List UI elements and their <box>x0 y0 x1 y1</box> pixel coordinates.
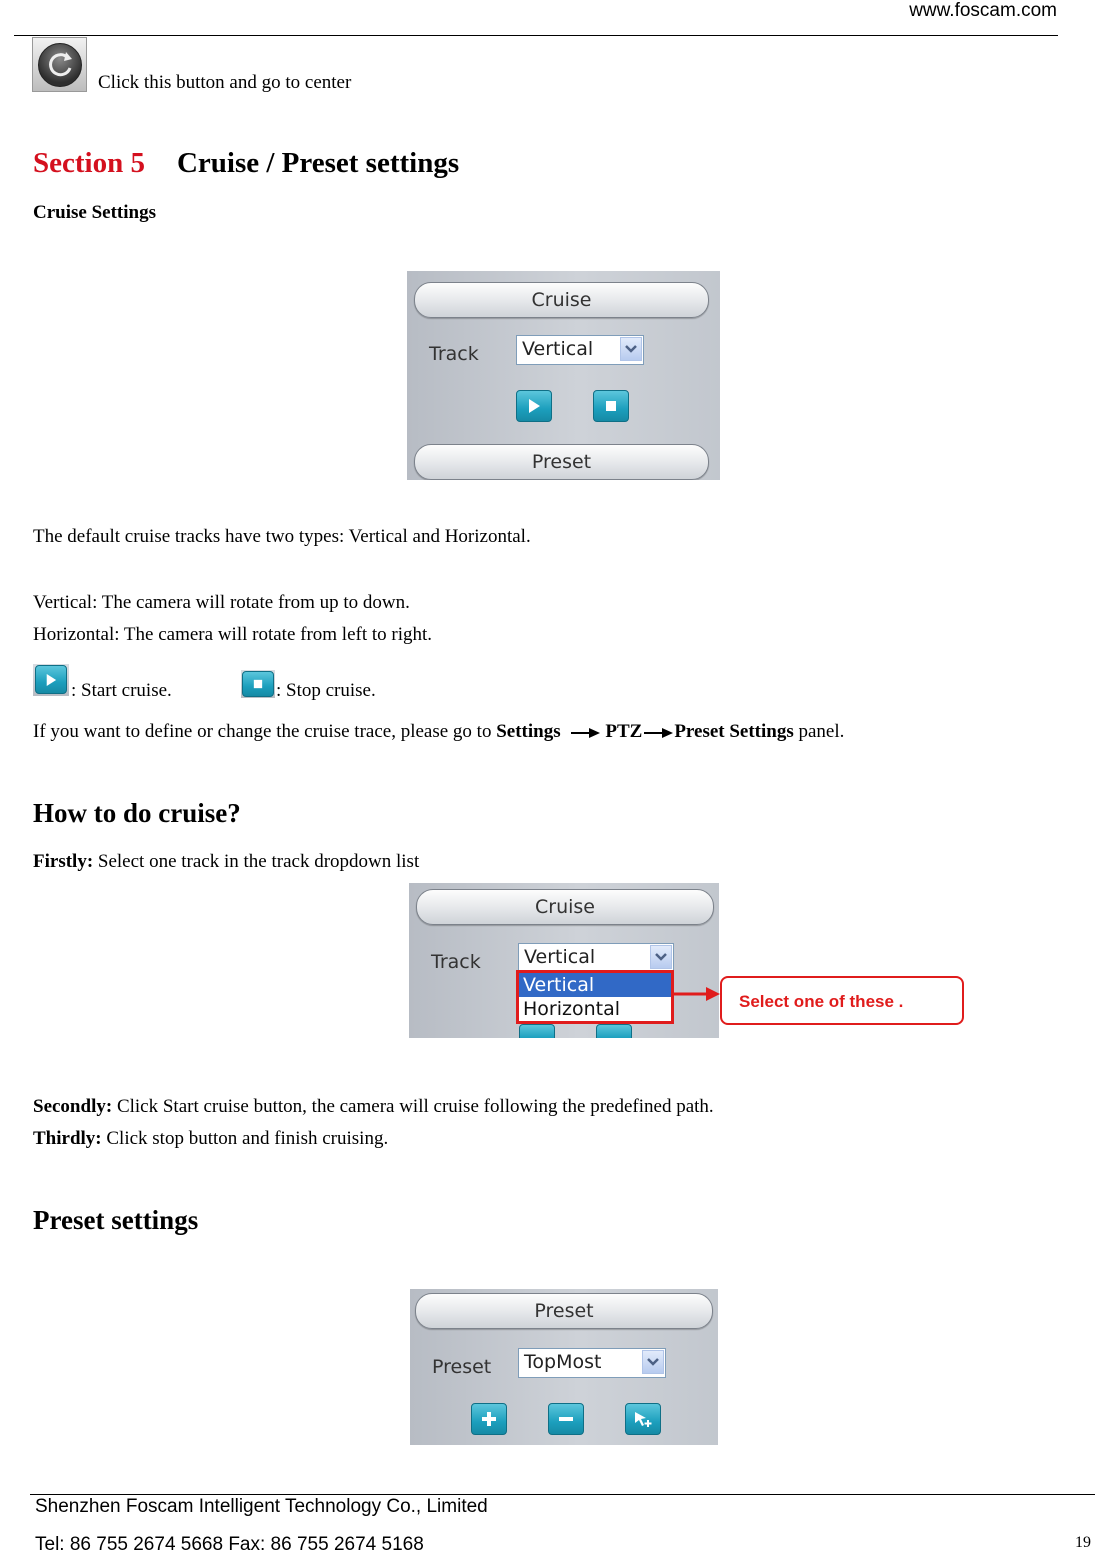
settings-ref: Settings <box>496 721 561 742</box>
remove-preset-button[interactable] <box>548 1403 584 1435</box>
preset-label: Preset <box>432 1356 492 1378</box>
cruise-settings-heading: Cruise Settings <box>33 202 156 223</box>
track-select[interactable] <box>518 943 674 973</box>
footer-company: Shenzhen Foscam Intelligent Technology Co., Limited <box>35 1496 488 1517</box>
chevron-down-icon <box>620 337 642 361</box>
cruise-bar[interactable]: Cruise <box>416 889 714 925</box>
header-rule <box>14 35 1058 36</box>
stop-cruise-text: : Stop cruise. <box>276 680 376 701</box>
track-label: Track <box>431 951 481 973</box>
define-trace-text: If you want to define or change the cruise trace, please go to Settings PTZ Preset Settings panel. <box>33 721 845 742</box>
firstly-text: Firstly: Select one track in the track dropdown list <box>33 851 420 872</box>
page-number: 19 <box>1075 1534 1091 1551</box>
preset-bar[interactable]: Preset <box>414 444 709 480</box>
preset-settings-ref: Preset Settings <box>674 721 794 742</box>
preset-panel <box>410 1289 718 1445</box>
track-select-value: Vertical <box>522 338 594 360</box>
footer-rule <box>30 1494 1095 1495</box>
option-vertical[interactable]: Vertical <box>519 973 671 997</box>
start-cruise-text: : Start cruise. <box>71 680 172 701</box>
go-to-center-icon <box>32 37 87 92</box>
stop-cruise-button[interactable] <box>593 390 629 422</box>
stop-cruise-icon <box>241 670 275 698</box>
goto-preset-button[interactable] <box>625 1403 661 1435</box>
callout-box <box>720 976 964 1025</box>
section-name: Cruise / Preset settings <box>176 147 460 179</box>
preset-select-value: TopMost <box>524 1351 602 1373</box>
how-to-heading: How to do cruise? <box>33 798 241 828</box>
preset-heading: Preset settings <box>33 1205 199 1235</box>
center-text: Click this button and go to center <box>98 72 352 93</box>
arrow-right-icon <box>642 727 674 739</box>
vertical-text: Vertical: The camera will rotate from up to down. <box>33 592 410 613</box>
track-select[interactable] <box>516 335 644 365</box>
section-number: Section 5 <box>33 147 145 179</box>
arrow-right-icon <box>569 727 601 739</box>
option-horizontal[interactable]: Horizontal <box>523 998 621 1020</box>
track-label: Track <box>429 343 479 365</box>
cruise-bar[interactable]: Cruise <box>414 282 709 318</box>
thirdly-text: Thirdly: Click stop button and finish cruising. <box>33 1128 389 1149</box>
track-select-value: Vertical <box>524 946 596 968</box>
header-url: www.foscam.com <box>909 0 1057 21</box>
ptz-ref: PTZ <box>605 721 643 742</box>
start-cruise-icon <box>33 664 69 696</box>
section-title <box>33 147 459 180</box>
highlight-box <box>516 970 674 1024</box>
default-tracks-text: The default cruise tracks have two types: Vertical and Horizontal. <box>33 526 531 547</box>
start-cruise-button[interactable] <box>516 390 552 422</box>
cruise-dropdown-panel <box>409 883 719 1038</box>
add-preset-button[interactable] <box>471 1403 507 1435</box>
cruise-panel <box>407 271 720 480</box>
footer-contact: Tel: 86 755 2674 5668 Fax: 86 755 2674 5168 <box>35 1534 424 1555</box>
preset-select[interactable] <box>518 1348 666 1378</box>
callout-text: Select one of these . <box>739 992 904 1011</box>
secondly-text: Secondly: Click Start cruise button, the camera will cruise following the predefined path. <box>33 1096 714 1117</box>
horizontal-text: Horizontal: The camera will rotate from left to right. <box>33 624 433 645</box>
chevron-down-icon <box>642 1350 664 1374</box>
chevron-down-icon <box>650 945 672 969</box>
preset-bar[interactable]: Preset <box>415 1293 713 1329</box>
